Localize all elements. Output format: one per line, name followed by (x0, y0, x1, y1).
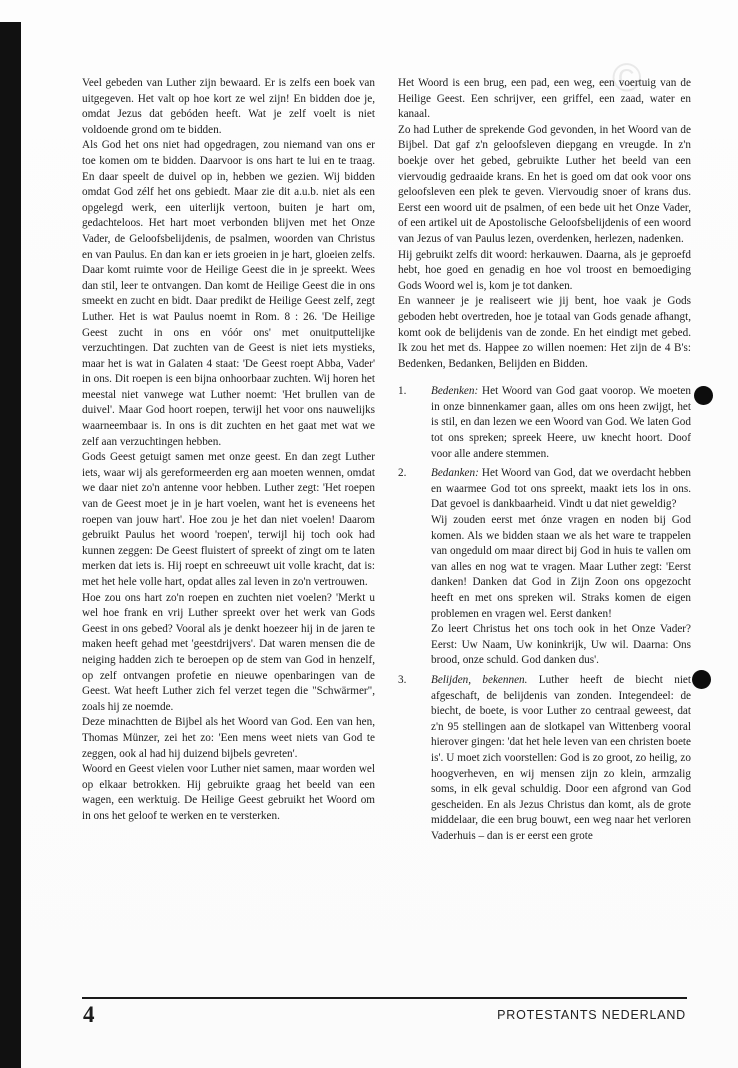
list-text: Luther heeft de biecht niet afgeschaft, de belijdenis van zonden. Integendeel: de biecht, de boete, is voor Luther zo centraal geweest, dat z'n 95 stellingen aan de slotkapel van Wittenberg vooral hierover gingen: 'dat het hele leven van een christen boete is'. U moet zich voorstellen: God is zo groot, zo heilig, zo hoogverheven, en wij mensen zijn zo klein, armzalig soms, in elk geval schuldig. Door een afgrond van God gescheiden. En als Jezus Christus dan komt, als de grote middelaar, die een brug bouwt, een weg naar het verloren Vaderhuis – dan is er eerst een grote (431, 673, 691, 842)
paragraph: Gods Geest getuigt samen met onze geest. En dan zegt Luther iets, waar wij als gereformeerden erg aan moeten wennen, omdat we daar niet zo'n antenne voor hebben. Luther zegt: 'Het roepen van de Geest moet je in je hart voelen, want het is eveneens het roepen van jouw hart'. Hoe zou je het dan niet voelen! Daarom gebruikt Paulus het woord 'roepen', terwijl hij toch ook had kunnen zeggen: De Geest fluistert of spreekt of zingt om te laten merken dat iets is. Hij roept en schreeuwt uit volle kracht, dat is: met het hele volle hart, opdat alles zal leven in zo'n vertrouwen. (82, 451, 375, 588)
list-heading: Bedenken: (431, 385, 479, 398)
punch-hole (694, 386, 713, 405)
list-heading: Bedanken: (431, 467, 479, 480)
scan-binding-edge (0, 22, 21, 1068)
right-column (398, 76, 691, 849)
list-number: 3. (398, 673, 407, 686)
paragraph: Het Woord is een brug, een pad, een weg, een voertuig van de Heilige Geest. Een schrijver, een griffel, een zaad, water en kanaal. (398, 77, 691, 121)
list-subparagraph: Wij zouden eerst met ónze vragen en noden bij God komen. Als we bidden staan we als het ware te trappelen van ongeduld om maar direct bij God in huis te vallen om van alles en nog wat te vragen. Maar Luther zegt: 'Eerst danken! Danken dat God in Zijn Zoon ons opgezocht heeft en met ons spreken wil. Straks komen de eigen problemen en vragen wel. Eerst danken! (431, 514, 691, 620)
paragraph: Hij gebruikt zelfs dit woord: herkauwen. Daarna, als je geproefd hebt, hoe goed en genadig en hoe vol troost en bemoediging Gods Woord wel is, kom je tot danken. (398, 248, 691, 292)
footer-rule (82, 997, 687, 999)
paragraph: Hoe zou ons hart zo'n roepen en zuchten niet voelen? 'Merkt u wel hoe frank en vrij Luther spreekt over het werk van Gods Geest in ons gebed? Vooral als je denkt hoezeer hij in de jaren te maken heeft gehad met 'geestdrijvers'. Dat waren mensen die de neiging hadden zich te beroepen op de stem van God in henzelf, op zelf ontvangen profetie en nieuwe openbaringen van de Geest. Wat heeft Luther zich fel verzet tegen die "Schwärmer", zoals hij ze noemde. (82, 591, 375, 713)
list-text: Het Woord van God gaat voorop. We moeten in onze binnenkamer gaan, alles om ons heen zwijgt, het is stil, en dan lezen we een Woord van God. We laten God tot ons spreken; spreek Heere, uw knecht hoort. Doof voor alle andere stemmen. (431, 385, 691, 460)
bleed-through-mark: © (612, 56, 644, 100)
list-item (398, 673, 691, 845)
paragraph: Als God het ons niet had opgedragen, zou niemand van ons er toe komen om te bidden. Daarvoor is ons hart te lui en te traag. En daar speelt de duivel op in, hebben we gezien. Wij bidden omdat God zélf het ons gebiedt. Maar zie dit a.u.b. niet als een opgelegd werk, een uiterlijk vertoon, buiten je hart om, gedachteloos. Het hart moet verbonden blijven met het Onze Vader, de Geloofsbelijdenis, de psalmen, woorden van Christus en van Paulus. En dan kan er iets groeien in je hart, gloeien zelfs. Daar komt ruimte voor de Heilige Geest die in je spreekt. Wees dan stil, leer te ontvangen. Dan komt de Heilige Geest die in ons smeekt en zucht en bidt. Daar predikt de Heilige Geest zelf, zegt Luther. Het is wat Paulus noemt in Rom. 8 : 26. 'De Heilige Geest zucht in ons en vóór ons' met onuitputtelijke verzuchtingen. Dat zuchten van de Geest is niet iets mystieks, maar het is wat in Galaten 4 staat: 'De Geest roept Abba, Vader' in ons. Dit roepen is een bijna onhoorbaar zuchten. Wij horen het meestal niet vanwege wat Luther noemt: 'Het brullen van de duivel'. Maar God hoort roepen, terwijl het voor ons nauwelijks waarneembaar is. In ons is dit zuchten en het gaat met wat we zelf aan verzuchtingen hebben. (82, 139, 375, 448)
paragraph: Woord en Geest vielen voor Luther niet samen, maar worden wel op elkaar betrokken. Hij gebruikte graag het beeld van een wagen, een werktuig. De Heilige Geest gebruikt het Woord om in ons het geloof te werken en te versterken. (82, 763, 375, 822)
list-subparagraph: Zo leert Christus het ons toch ook in het Onze Vader? Eerst: Uw Naam, Uw koninkrijk, Uw wil. Daarna: Ons brood, onze schuld. God danken dus'. (431, 623, 691, 667)
list-number: 2. (398, 467, 407, 480)
page-number: 4 (83, 1002, 95, 1027)
publication-name: PROTESTANTS NEDERLAND (497, 1008, 686, 1022)
paragraph: Veel gebeden van Luther zijn bewaard. Er is zelfs een boek van uitgegeven. Het valt op hoe kort ze wel zijn! En bidden doe je, omdat Jezus dat gebóden heeft. Wat je zelf voelt is niet voldoende grond om te bidden. (82, 77, 375, 136)
list-text: Het Woord van God, dat we overdacht hebben en waarmee God tot ons spreekt, maakt iets los in ons. Dat gevoel is dankbaarheid. Vindt u dat niet geweldig? (431, 467, 691, 511)
list-item (398, 466, 691, 669)
paragraph: Deze minachtten de Bijbel als het Woord van God. Een van hen, Thomas Münzer, zei het zo: 'Een mens weet niets van God te zeggen, ook al had hij duizend bijbels gevreten'. (82, 716, 375, 760)
list-item (398, 384, 691, 462)
punch-hole (692, 670, 711, 689)
list-number: 1. (398, 385, 407, 398)
paragraph: En wanneer je je realiseert wie jij bent, hoe vaak je Gods geboden hebt overtreden, hoe je totaal van Gods genade afhangt, komt ook de belijdenis van de zonde. En het eindigt met gebed. Ik zou het met ds. Happee zo willen noemen: Het zijn de 4 B's: Bedenken, Bedanken, Belijden en Bidden. (398, 295, 691, 370)
left-column (82, 76, 375, 825)
four-bs-list (398, 384, 691, 844)
list-heading: Belijden, bekennen. (431, 673, 528, 686)
paragraph: Zo had Luther de sprekende God gevonden, in het Woord van de Bijbel. Dat gaf z'n geloofsleven diepgang en vreugde. In z'n boekje over het gebed, gebruikte Luther het beeld van een viervoudig gedraaide krans. En het is goed om dat ook voor ons geloofsleven een plek te geven. Viervoudig snoer of krans dus. Eerst een woord uit de psalmen, of een bede uit het Onze Vader, of een artikel uit de Apostolische Geloofsbelijdenis of een woord van Jezus of van Paulus lezen, overdenken, herlezen, nadenken. (398, 123, 691, 245)
